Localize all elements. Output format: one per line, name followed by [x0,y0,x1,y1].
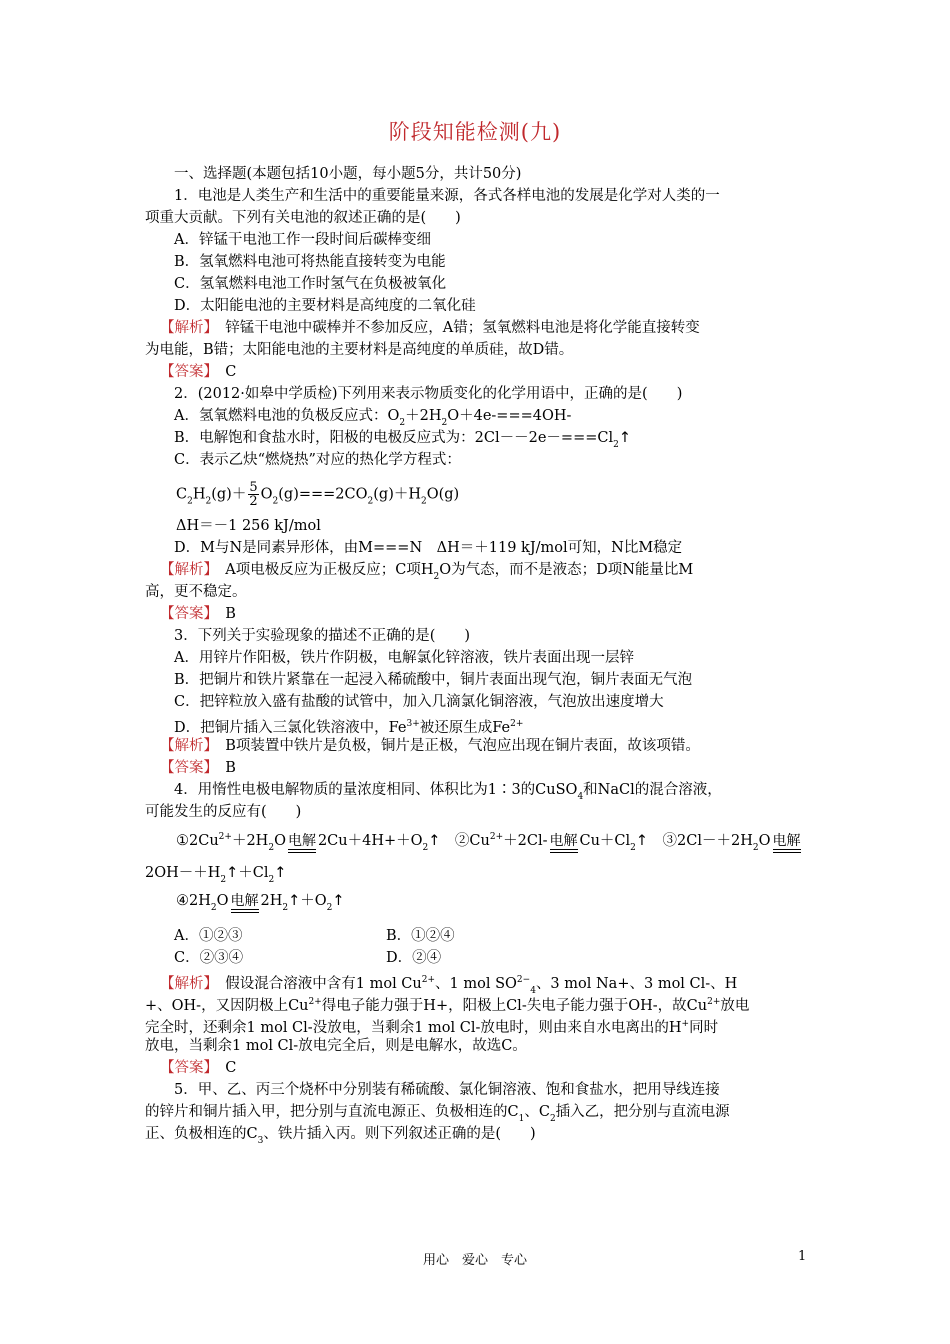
analysis-text: 假设混合溶液中含有1 mol Cu [225,976,422,992]
q4-reactions-row1: $①2Cu^{2+}+2H_2O$ 电解 $2Cu+4H++O_2↑$ $②Cu^{2+}+2Cl-$ 电解 $Cu+Cl_2↑$ $③2Cl-+2H_2O$ 电解 [176,832,801,853]
q4-reaction-4: $④2H_2O$ 电解 $2H_2↑+O_2↑$ [176,893,345,913]
q3-option-a: A．用锌片作阳极，铁片作阴极，电解氯化锌溶液，铁片表面出现一层锌 [174,650,634,666]
q2-stem: 2．(2012·如皋中学质检)下列用来表示物质变化的化学用语中，正确的是( ) [174,386,683,402]
stem-text: 4．用惰性电极电解物质的量浓度相同、体积比为1∶3的CuSO [174,782,578,798]
q5-stem-line2: 的锌片和铜片插入甲，把分别与直流电源正、负极相连的$C_1$、$C_2$插入乙，把分别与直流电源 [145,1104,730,1124]
q3-analysis [160,735,825,757]
q2-answer [160,603,825,625]
stem-text: 的锌片和铜片插入甲，把分别与直流电源正、负极相连的C [145,1104,519,1120]
q4-reactions-row2: $2OH-+H_2↑+Cl_2↑$ [145,865,287,885]
q5-stem-line3: 正、负极相连的$C_3$、铁片插入丙。则下列叙述正确的是( ) [145,1126,536,1146]
q1-option-b: B．氢氧燃料电池可将热能直接转变为电能 [174,254,446,270]
condition-label: 电解 [549,833,578,849]
q1-analysis [160,317,825,339]
condition-label: 电解 [287,833,316,849]
q1-analysis-line2: 为电能，B错；太阳能电池的主要材料是高纯度的单质硅，故D错。 [145,342,574,358]
q4-stem-line2: 可能发生的反应有( ) [145,804,302,820]
option-a: A．①②③ [174,928,243,944]
analysis-tag: 【解析】 [160,320,211,336]
analysis-text-cont: O为气态，而不是液态；D项N能量比M [439,562,694,578]
q1-option-d: D．太阳能电池的主要材料是高纯度的二氧化硅 [174,298,476,314]
q1-option-a: A．锌锰干电池工作一段时间后碳棒变细 [174,232,431,248]
q3-answer [160,757,825,779]
option-b: B．①②④ [386,928,455,944]
q2-option-a: A．氢氧燃料电池的负极反应式：$O_2+2H_2O+4e-===4OH-$ [174,408,572,428]
option-text: A．氢氧燃料电池的负极反应式：O [174,408,400,424]
q3-stem: 3．下列关于实验现象的描述不正确的是( ) [174,628,471,644]
answer-tag: 【答案】 [160,364,211,380]
q4-stem-line1: 4．用惰性电极电解物质的量浓度相同、体积比为1∶3的CuSO$_4$和NaCl的混合溶液， [174,782,722,802]
page-number: 1 [798,1249,807,1264]
q4-analysis-line3: 完全时，还剩余1 mol Cl-没放电，当剩余1 mol Cl-放电时，则由来自水电离出的H+同时 [145,1019,719,1036]
q3-option-d: D．把铜片插入三氯化铁溶液中，$Fe^{3+}$被还原生成$Fe^{2+}$ [174,719,524,736]
q4-options-row2 [174,947,839,969]
q2-analysis-line2: 高，更不稳定。 [145,584,247,600]
q5-stem-line1: 5．甲、乙、丙三个烧杯中分别装有稀硫酸、氯化铜溶液、饱和食盐水，把用导线连接 [174,1082,720,1098]
q2-delta-h: ΔH＝－1 256 kJ/mol [176,518,321,534]
analysis-tag: 【解析】 [160,976,211,992]
option-d: D．②④ [386,950,442,966]
q3-option-b: B．把铜片和铁片紧靠在一起浸入稀硫酸中，铜片表面出现气泡，铜片表面无气泡 [174,672,693,688]
answer-value: C [225,364,237,380]
q4-options-row1 [174,925,839,947]
analysis-text: 锌锰干电池中碳棒并不参加反应，A错；氢氧燃料电池是将化学能直接转变 [225,320,700,336]
page-footer: 用心 爱心 专心 [422,1253,527,1268]
option-text: D．把铜片插入三氯化铁溶液中，Fe [174,720,407,736]
q4-analysis-line4: 放电，当剩余1 mol Cl-放电完全后，则是电解水，故选C。 [145,1038,527,1054]
q4-analysis-line2: +、OH-，又因阴极上$Cu^{2+}$得电子能力强于H+，阳极上Cl-失电子能力强于OH-，故$Cu^{2+}$放电 [145,997,750,1014]
section-heading: 一、选择题(本题包括10小题，每小题5分，共计50分) [174,166,522,182]
answer-tag: 【答案】 [160,760,211,776]
analysis-tag: 【解析】 [160,738,211,754]
q1-answer [160,361,825,383]
analysis-text: +、OH-，又因阴极上Cu [145,998,309,1014]
answer-value: B [225,606,236,622]
stem-text: 正、负极相连的C [145,1126,258,1142]
q1-option-c: C．氢氧燃料电池工作时氢气在负极被氧化 [174,276,447,292]
analysis-text: A项电极反应为正极反应；C项H [225,562,434,578]
q2-thermo-equation: $C_2H_2(g)+$ $\frac{5}{2}$ $O_2(g)===2CO_2(g)+H_2O(g)$ [176,480,460,509]
answer-value: B [225,760,236,776]
analysis-text: 完全时，还剩余1 mol Cl-没放电，当剩余1 mol Cl-放电时，则由来自水电离出的H [145,1020,682,1036]
page-title: 阶段知能检测(九) [388,120,562,144]
q2-option-c: C．表示乙炔“燃烧热”对应的热化学方程式： [174,452,461,468]
answer-value: C [225,1060,237,1076]
analysis-tag: 【解析】 [160,562,211,578]
option-c: C．②③④ [174,950,244,966]
q2-option-b: B．电解饱和食盐水时，阳极的电极反应式为：$2Cl--2e-===Cl_2↑$ [174,430,631,450]
answer-tag: 【答案】 [160,606,211,622]
option-text: B．电解饱和食盐水时，阳极的电极反应式为：2Cl－－2e－===Cl [174,430,614,446]
analysis-text: B项装置中铁片是负极，铜片是正极，气泡应出现在铜片表面，故该项错。 [225,738,700,754]
condition-label: 电解 [230,893,259,909]
q2-option-d: D．M与N是同素异形体，由M===N ΔH＝＋119 kJ/mol可知，N比M稳定 [174,540,683,556]
condition-label: 电解 [772,833,801,849]
q2-analysis: 【解析】 A项电极反应为正极反应；C项$H_2O$为气态，而不是液态；D项N能量比M [160,562,694,582]
answer-tag: 【答案】 [160,1060,211,1076]
q1-stem-line2: 项重大贡献。下列有关电池的叙述正确的是( ) [145,210,461,226]
q4-answer [160,1057,825,1079]
stem-text-cont: 和NaCl的混合溶液， [583,782,722,798]
q4-analysis: 【解析】 假设混合溶液中含有1 mol $Cu^{2+}$、1 mol $SO^{2-}_4$、3 mol Na+、3 mol Cl-、H [160,975,738,996]
q1-stem-line1: 1．电池是人类生产和生活中的重要能量来源，各式各样电池的发展是化学对人类的一 [174,188,720,204]
q3-option-c: C．把锌粒放入盛有盐酸的试管中，加入几滴氯化铜溶液，气泡放出速度增大 [174,694,664,710]
